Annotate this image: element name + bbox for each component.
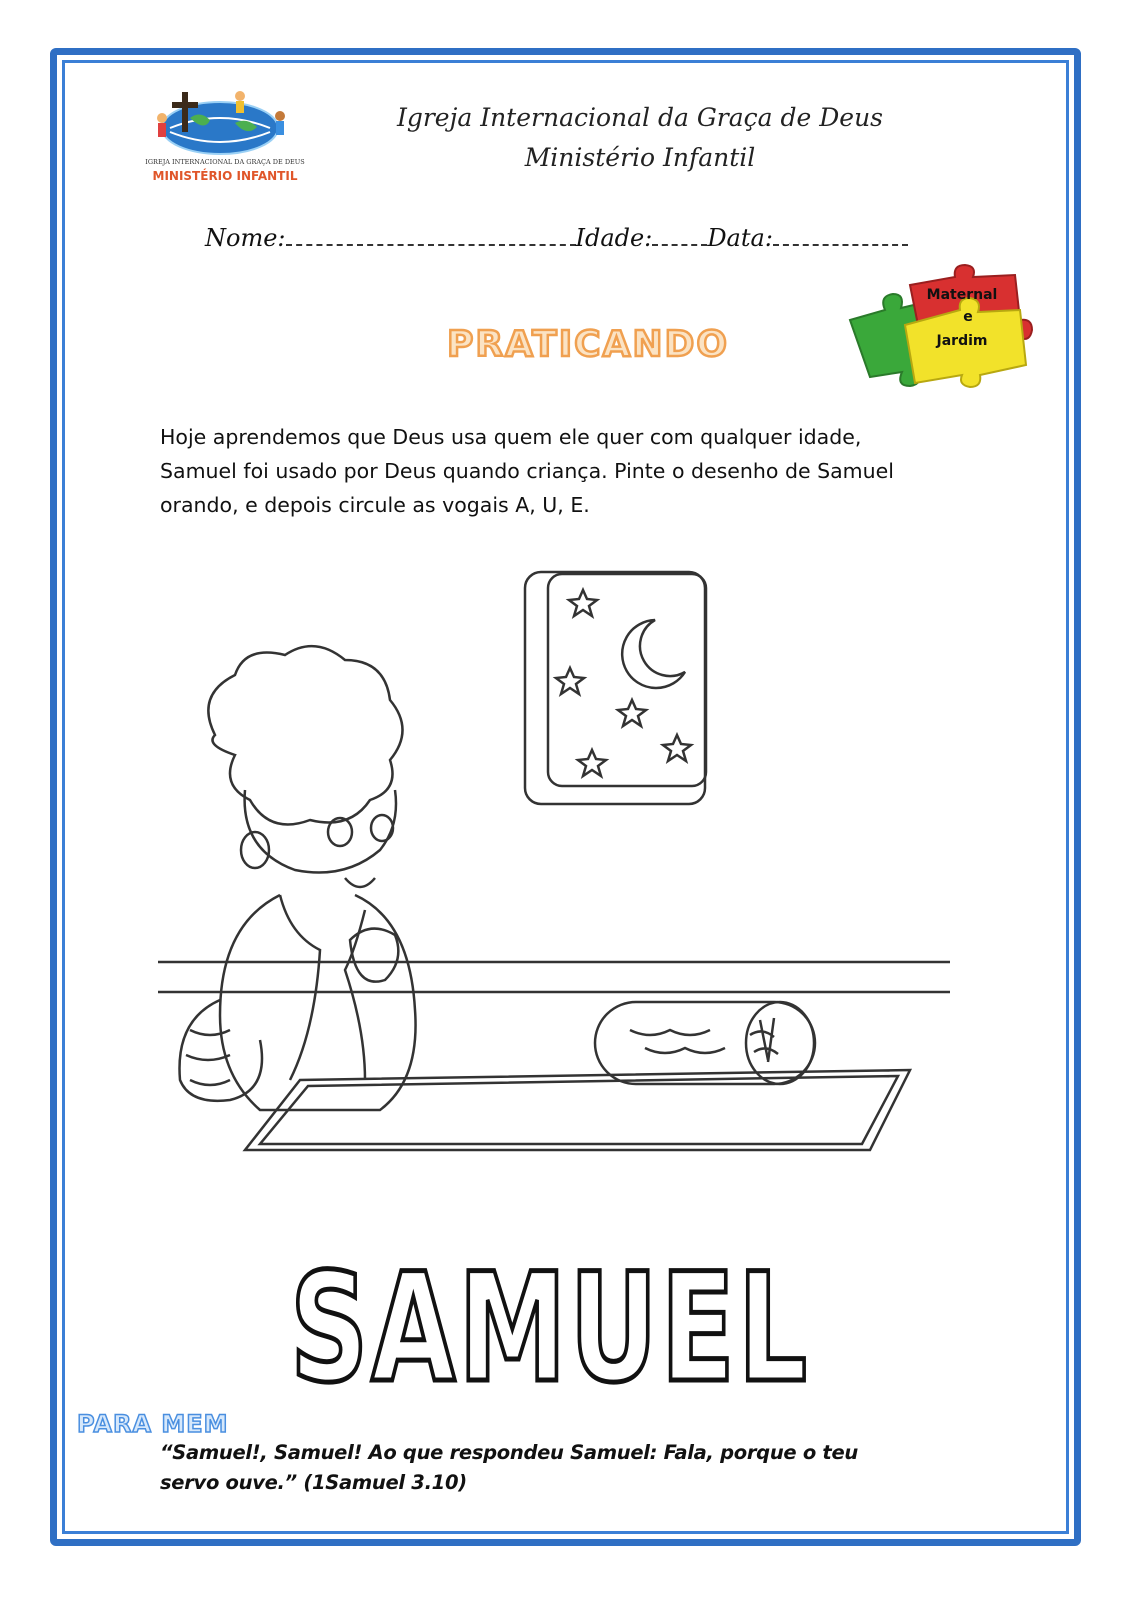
- date-field[interactable]: [773, 222, 908, 246]
- student-info-form: [205, 222, 905, 252]
- samuel-praying-drawing: [150, 560, 970, 1180]
- activity-instructions: Hoje aprendemos que Deus usa quem ele quer com qualquer idade, Samuel foi usado por Deus quando criança. Pinte o desenho de Samuel orando, e depois circule as vogais A, U, E.: [160, 425, 894, 517]
- badge-line-jardim: Jardim: [936, 333, 988, 349]
- section-title: [448, 318, 728, 368]
- logo-caption-bottom: MINISTÉRIO INFANTIL: [152, 169, 298, 183]
- date-label: Data:: [707, 224, 773, 252]
- section-title-text: PRATICANDO: [446, 324, 730, 365]
- church-name-line: Igreja Internacional da Graça de Deus: [396, 103, 884, 132]
- memory-verse-text: “Samuel!, Samuel! Ao que respondeu Samuel: Fala, porque o teu servo ouve.” (1Samuel 3.10): [160, 1441, 858, 1494]
- samuel-coloring-word: [270, 1242, 830, 1416]
- level-badge-puzzle: [840, 265, 1040, 390]
- memory-verse-title-text: PARA MEM: [77, 1410, 229, 1438]
- ministry-name-line: Ministério Infantil: [524, 143, 756, 172]
- samuel-word-text: SAMUEL: [290, 1242, 810, 1416]
- name-field[interactable]: [286, 222, 576, 246]
- age-field[interactable]: [652, 222, 707, 246]
- badge-line-e: e: [963, 309, 973, 325]
- logo-caption-top: IGREJA INTERNACIONAL DA GRAÇA DE DEUS: [145, 158, 305, 166]
- memory-verse-title: [75, 1405, 260, 1441]
- name-label: Nome:: [205, 224, 286, 252]
- praying-boy: [180, 646, 416, 1110]
- window-frame: [525, 572, 705, 804]
- badge-line-maternal: Maternal: [926, 287, 998, 303]
- church-logo: [140, 88, 310, 198]
- moon-icon: [622, 620, 685, 688]
- star-icons: [556, 590, 691, 776]
- church-header: [380, 98, 900, 178]
- age-label: Idade:: [575, 224, 653, 252]
